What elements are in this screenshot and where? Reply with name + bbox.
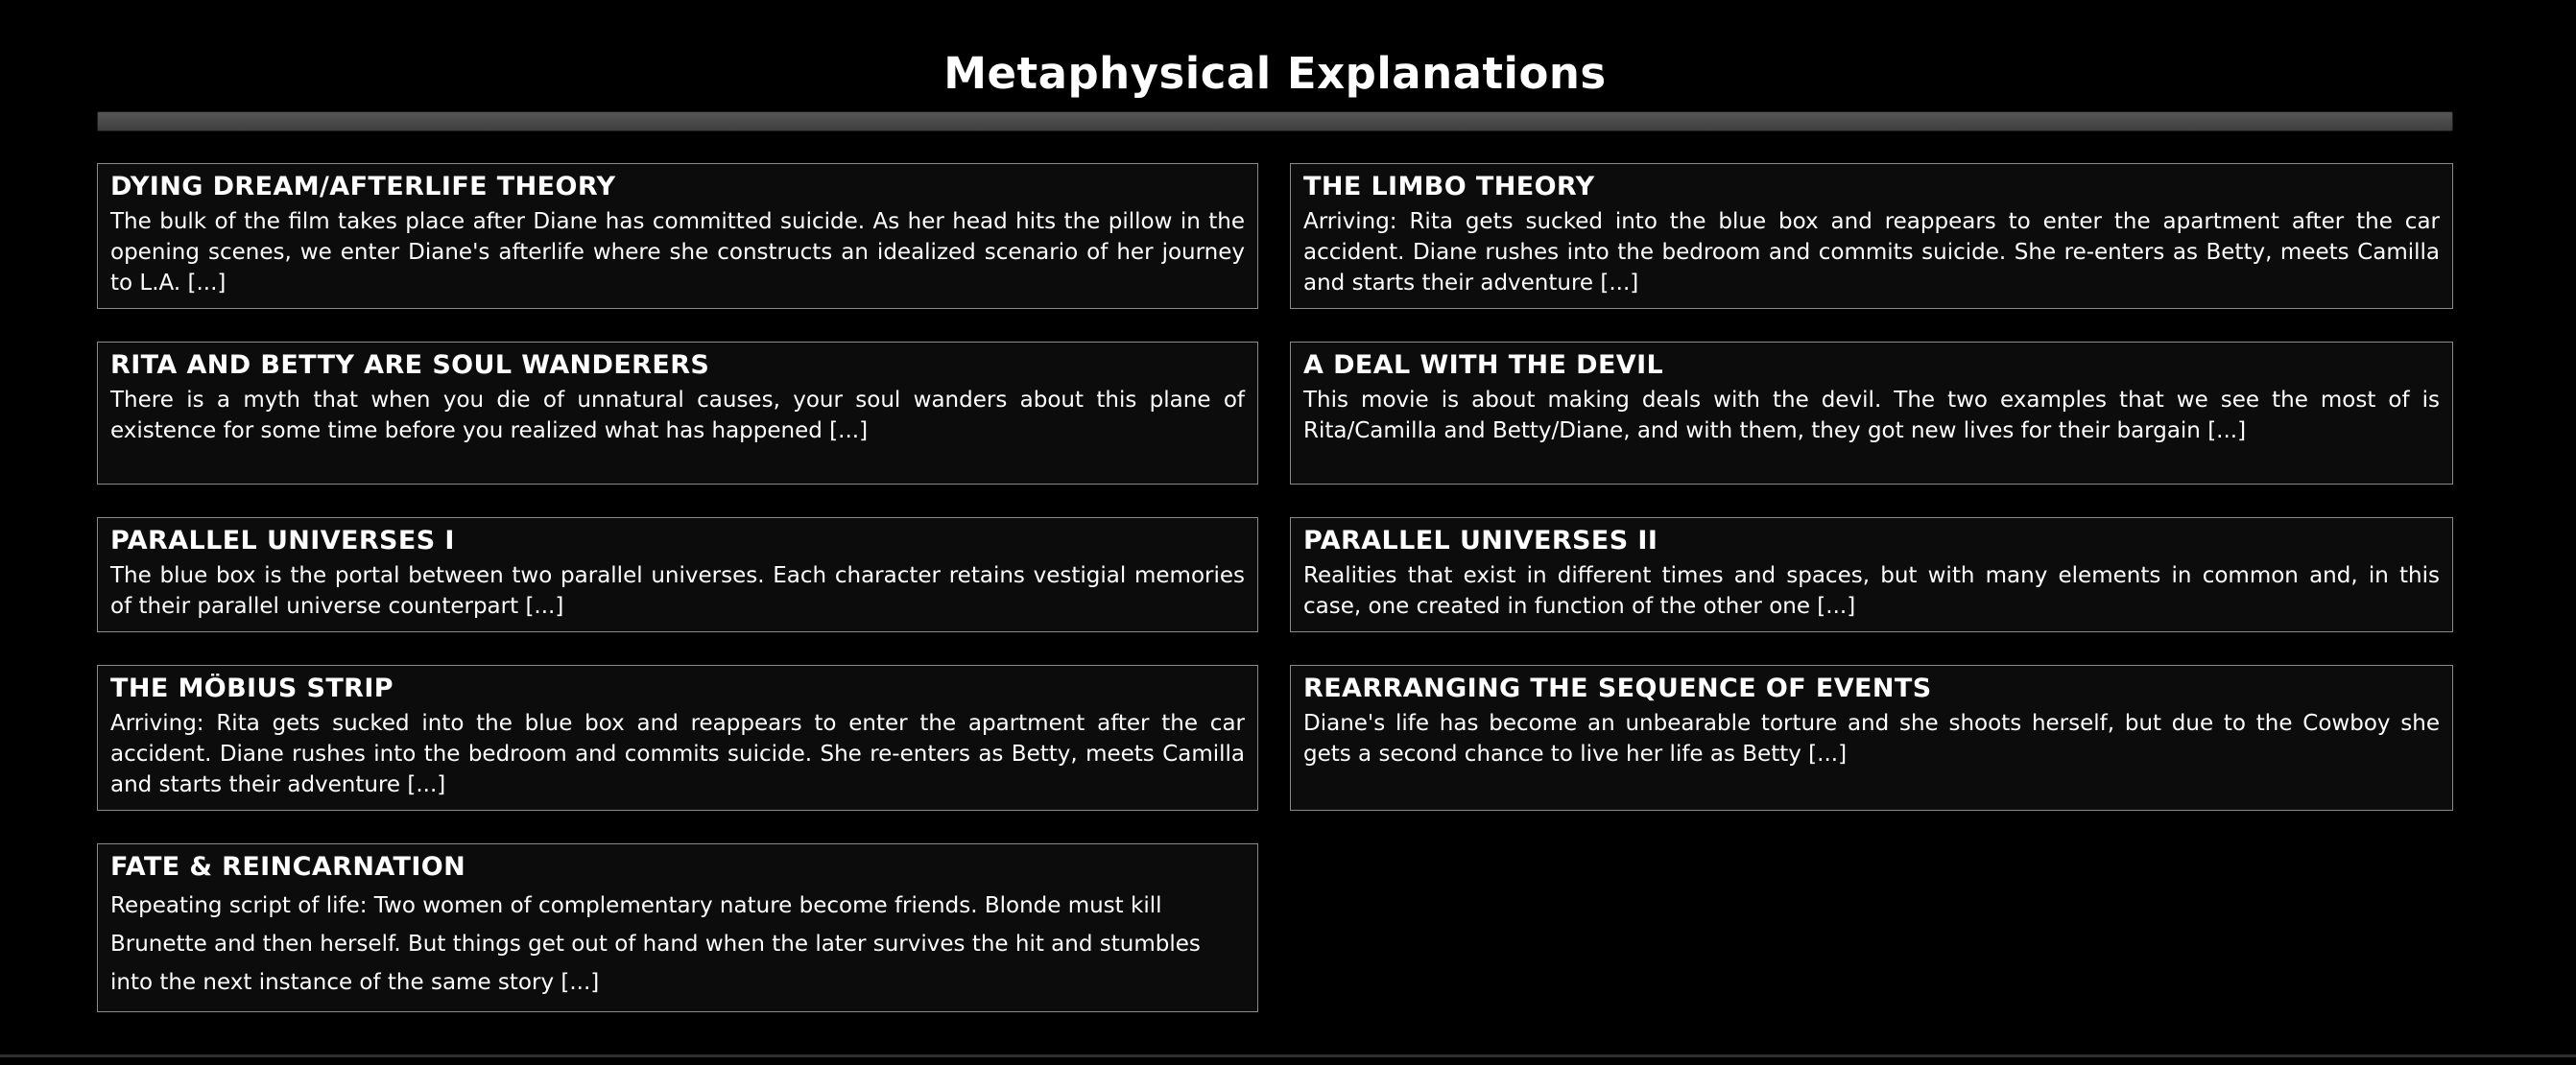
theory-title: THE MÖBIUS STRIP	[110, 674, 394, 703]
theory-title: DYING DREAM/AFTERLIFE THEORY	[110, 172, 616, 201]
theory-title: PARALLEL UNIVERSES II	[1303, 526, 1658, 556]
page-content	[97, 0, 2453, 1012]
theory-card-limbo	[1290, 163, 2453, 309]
theory-card-fate-reincarnation	[97, 843, 1258, 1012]
theory-card-mobius-strip	[97, 665, 1258, 811]
theories-grid	[97, 163, 2453, 1012]
theory-body: The bulk of the film takes place after Diane has committed suicide. As her head hits the pillow in the opening scenes, we enter Diane's afterlife where she constructs an idealized scenario of her journey to L.A. [...]	[110, 209, 1245, 296]
theory-card-deal-with-devil	[1290, 342, 2453, 485]
theory-title: REARRANGING THE SEQUENCE OF EVENTS	[1303, 674, 1932, 703]
theory-card-parallel-universes-2	[1290, 517, 2453, 632]
page-title: Metaphysical Explanations	[943, 48, 1607, 99]
theory-body: Realities that exist in different times and spaces, but with many elements in common and, in this case, one created in function of the other one [...]	[1303, 563, 2440, 619]
theory-body: The blue box is the portal between two parallel universes. Each character retains vestigial memories of their parallel universe counterpart [...]	[110, 563, 1245, 619]
horizontal-scrollbar[interactable]	[97, 111, 2453, 131]
theory-title: FATE & REINCARNATION	[110, 852, 466, 882]
theory-card-dying-dream	[97, 163, 1258, 309]
theory-card-soul-wanderers	[97, 342, 1258, 485]
theory-title: THE LIMBO THEORY	[1303, 172, 1595, 201]
theory-body: This movie is about making deals with the devil. The two examples that we see the most of is Rita/Camilla and Betty/Diane, and with them, they got new lives for their bargain [...]	[1303, 388, 2440, 443]
theory-body: Arriving: Rita gets sucked into the blue box and reappears to enter the apartment after the car accident. Diane rushes into the bedroom and commits suicide. She re-enters as Betty, meets Camilla and starts their adventure [...]	[1303, 209, 2440, 296]
theory-body: Diane's life has become an unbearable torture and she shoots herself, but due to the Cowboy she gets a second chance to live her life as Betty [...]	[1303, 711, 2440, 767]
theory-title: PARALLEL UNIVERSES I	[110, 526, 455, 556]
theory-title: RITA AND BETTY ARE SOUL WANDERERS	[110, 350, 710, 380]
theory-body: Arriving: Rita gets sucked into the blue box and reappears to enter the apartment after the car accident. Diane rushes into the bedroom and commits suicide. She re-enters as Betty, meets Camilla and starts their adventure [...]	[110, 711, 1245, 797]
theory-card-rearranging-events	[1290, 665, 2453, 811]
theory-body: There is a myth that when you die of unnatural causes, your soul wanders about this plane of existence for some time before you realized what has happened [...]	[110, 388, 1245, 443]
theory-body: Repeating script of life: Two women of complementary nature become friends. Blonde must kill Brunette and then herself. But things get out of hand when the later survives the hit and stumbles into the next instance of the same story [...]	[110, 893, 1201, 995]
window-bottom-edge	[0, 1054, 2576, 1057]
theory-card-parallel-universes-1	[97, 517, 1258, 632]
theory-title: A DEAL WITH THE DEVIL	[1303, 350, 1664, 380]
